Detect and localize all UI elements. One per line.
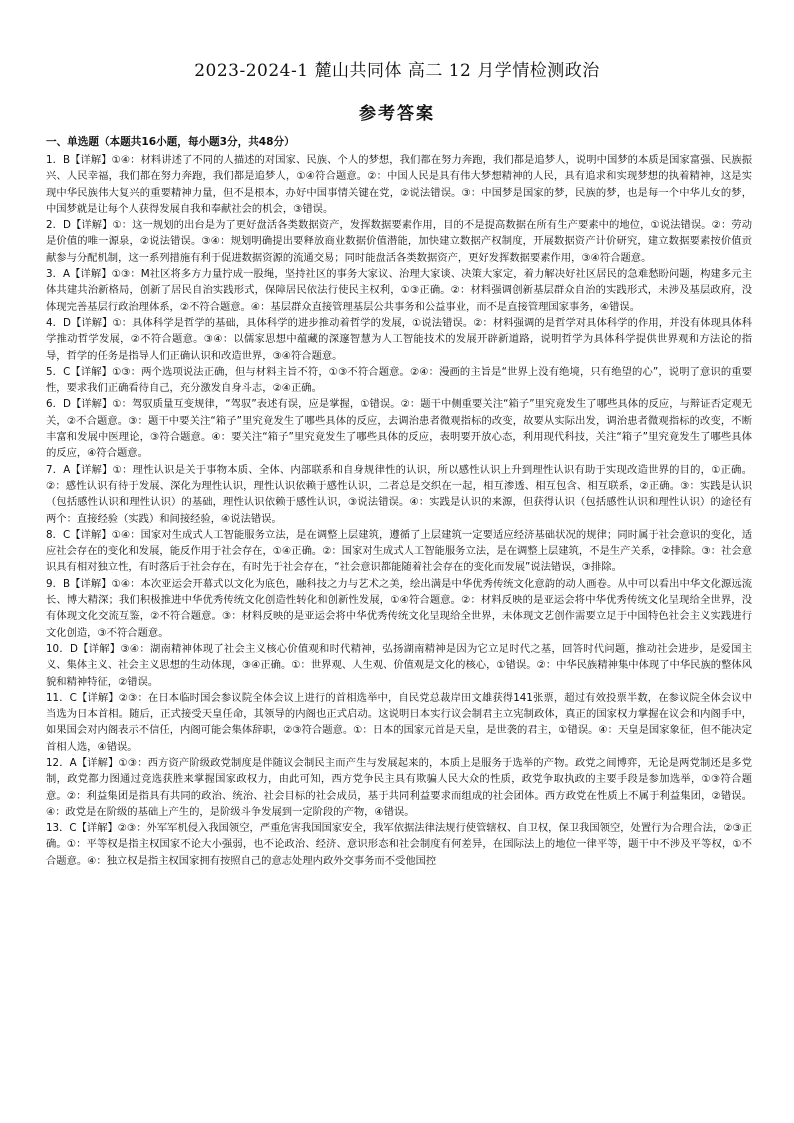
answer-item-6: 6．D【详解】①：驾驭质量互变规律，“驾驭”表述有误，应是掌握，①错误。②：题干中侧重要关注“箱子”里究竟发生了哪些具体的反应，与辩证否定观无关，②不合题意。③：题干中要关注“箱子”里究竟发生了哪些具体的反应，去调治患者微观指标的改变，故要从实际出发，调治患者微观指标的改变，不断丰富和发展中医理论，③符合题意。④：要关注“箱子”里究竟发生了哪些具体的反应，表明要开放心态，利用现代科技，关注“箱子”里究竟发生了哪些具体的反应，④符合题意。: [46, 398, 753, 460]
document-subtitle: 参考答案: [359, 104, 435, 124]
answer-list: [46, 152, 752, 869]
answer-item-3: 3．A【详解】①③：M社区将多方力量拧成一股绳，坚持社区的事务大家议、治理大家谈、决策大家定，着力解决好社区居民的急难愁盼问题，构建多元主体共建共治新格局，创新了居民自治实践形式，保障居民依法行使民主权利，①③正确。②：材料强调创新基层群众自治的实践形式，未涉及基层政府，没体现完善基层行政治理体系，②不符合题意。④：基层群众直接管理基层公共事务和公益事业，而不是直接管理国家事务，④错误。: [46, 268, 752, 313]
answer-item-5: 5．C【详解】①③：两个选项说法正确，但与材料主旨不符，①③不符合题意。②④：漫画的主旨是“世界上没有绝境，只有绝望的心”，说明了意识的重要性，要求我们正确看待自己，充分激发自身斗志，②④正确。: [46, 365, 752, 395]
answer-item-11: 11．C【详解】②③：在日本临时国会参议院全体会议上进行的首相选举中，自民党总裁岸田文雄获得141张票，超过有效投票半数，在参议院全体会议中当选为日本首相。随后，正式接受天皇任命，其领导的内阁也正式启动。这说明日本实行议会制君主立宪制政体，真正的国家权力掌握在议会和内阁手中，如果国会对内阁表示不信任，内阁可能会集体辞职，②③符合题意。①：日本的国家元首是天皇，是世袭的君主，①错误。④：天皇是国家象征，但不能决定首相人选，④错误。: [46, 691, 752, 753]
document-title: 2023-2024-1 麓山共同体 高二 12 月学情检测政治: [194, 61, 600, 81]
answer-item-7: 7．A【详解】①：理性认识是关于事物本质、全体、内部联系和自身规律性的认识，所以感性认识上升到理性认识有助于实现改造世界的目的，①正确。②：感性认识有待于发展、深化为理性认识，理性认识依赖于感性认识，二者总是交织在一起，相互渗透、相互包含、相互联系，②正确。③：实践是认识（包括感性认识和理性认识）的基础，理性认识依赖于感性认识，③说法错误。④：实践是认识的来源，但获得认识（包括感性认识和理性认识）的途径有两个：直接经验（实践）和间接经验，④说法错误。: [46, 463, 752, 525]
answer-item-8: 8．C【详解】①④：国家对生成式人工智能服务立法，是在调整上层建筑，遵循了上层建筑一定要适应经济基础状况的规律；同时属于社会意识的变化，适应社会存在的变化和发展，能反作用于社会存在，①④正确。②：国家对生成式人工智能服务立法，是在调整上层建筑，不是生产关系，②排除。③：社会意识具有相对独立性，有时落后于社会存在，有时先于社会存在，“社会意识都能随着社会存在的变化而发展”说法错误，③排除。: [46, 528, 752, 574]
answer-item-12: 12．A【详解】①③：西方资产阶级政党制度是伴随议会制民主而产生与发展起来的，本质上是服务于选举的产物。政党之间博弈，无论是两党制还是多党制，政党都力图通过竞选获胜来掌握国家政权力，由此可知，西方党争民主具有欺骗人民大众的性质，政党争取执政的主要手段是参加选举，①③符合题意。②：利益集团是指具有共同的政治、统治、社会目标的社会成员，基于共同利益要求而组成的社会团体。西方政党在性质上不属于利益集团，②错误。④：政党是在阶级的基础上产生的，是阶级斗争发展到一定阶段的产物，④错误。: [46, 756, 752, 818]
answer-item-10: 10．D【详解】③④：湖南精神体现了社会主义核心价值观和时代精神，弘扬湖南精神是因为它立足时代之基，回答时代问题，推动社会进步，是爱国主义、集体主义、社会主义思想的生动体现，③④正确。①：世界观、人生观、价值观是文化的核心，①错误。②：中华民族精神集中体现了中华民族的整体风貌和精神特征，②错误。: [46, 642, 752, 688]
answer-item-1: 1．B【详解】①④：材料讲述了不同的人描述的对国家、民族、个人的梦想，我们都在努力奔跑，我们都是追梦人，说明中国梦的本质是国家富强、民族振兴、人民幸福，我们都在努力奔跑，我们都是追梦人，①④符合题意。②：中国人民是具有伟大梦想精神的人民，具有追求和实现梦想的执着精神，这是实现中华民族伟大复兴的重要精神力量，但不是根本，办好中国事情关键在党，②说法错误。③：中国梦是国家的梦，民族的梦，也是每一个中华儿女的梦，中国梦就是让每个人获得发展自我和奉献社会的机会，③错误。: [46, 154, 752, 215]
answer-item-4: 4．D【详解】①：具体科学是哲学的基础，具体科学的进步推动着哲学的发展，①说法错误。②：材料强调的是哲学对具体科学的作用，并没有体现具体科学推动哲学发展，②不符合题意。③④：以儒家思想中蕴藏的深邃智慧为人工智能技术的发展开辟新道路，说明哲学为具体科学提供世界观和方法论的指导，哲学的任务是指导人们正确认识和改造世界，③④符合题意。: [46, 316, 752, 362]
section-heading: 一、单选题（本题共16小题，每小题3分，共48分）: [46, 136, 295, 148]
answer-item-9: 9．B【详解】①④：本次亚运会开幕式以文化为底色，融科技之力与艺术之美，绘出满是中华优秀传统文化意韵的动人画卷。从中可以看出中华文化源远流长、博大精深；我们积极推进中华优秀传统文化创造性转化和创新性发展，①④符合题意。②：材料反映的是亚运会将中华优秀传统文化呈现给全世界，没有体现文化交流互鉴，②不符合题意。③：材料反映的是亚运会将中华优秀传统文化呈现给全世界，未体现文艺创作需要立足于中国特色社会主义实践进行文化创造，③不符合题意。: [46, 577, 752, 639]
answer-item-2: 2．D【详解】①：这一规划的出台是为了更好盘活各类数据资产，发挥数据要素作用，目的不是提高数据在所有生产要素中的地位，①说法错误。②：劳动是价值的唯一源泉，②说法错误。③④：规划明确提出要释放商业数据价值潜能，加快建立数据产权制度，开展数据资产计价研究，建立数据要素按价值贡献参与分配机制，这一系列措施有利于促进数据资源的流通交易；同时能盘活各类数据资产，更好发挥数据要素作用，③④符合题意。: [46, 219, 752, 264]
answer-item-13: 13．C【详解】②③：外军军机侵入我国领空，严重危害我国国家安全，我军依据法律法规行使管辖权、自卫权，保卫我国领空，处置行为合理合法，②③正确。①：平等权是指主权国家不论大小强弱，也不论政治、经济、意识形态和社会制度有何差异，在国际法上的地位一律平等，题干中不涉及平等权，①不合题意。④：独立权是指主权国家拥有按照自己的意志处理内政外交事务而不受他国控: [46, 822, 752, 867]
